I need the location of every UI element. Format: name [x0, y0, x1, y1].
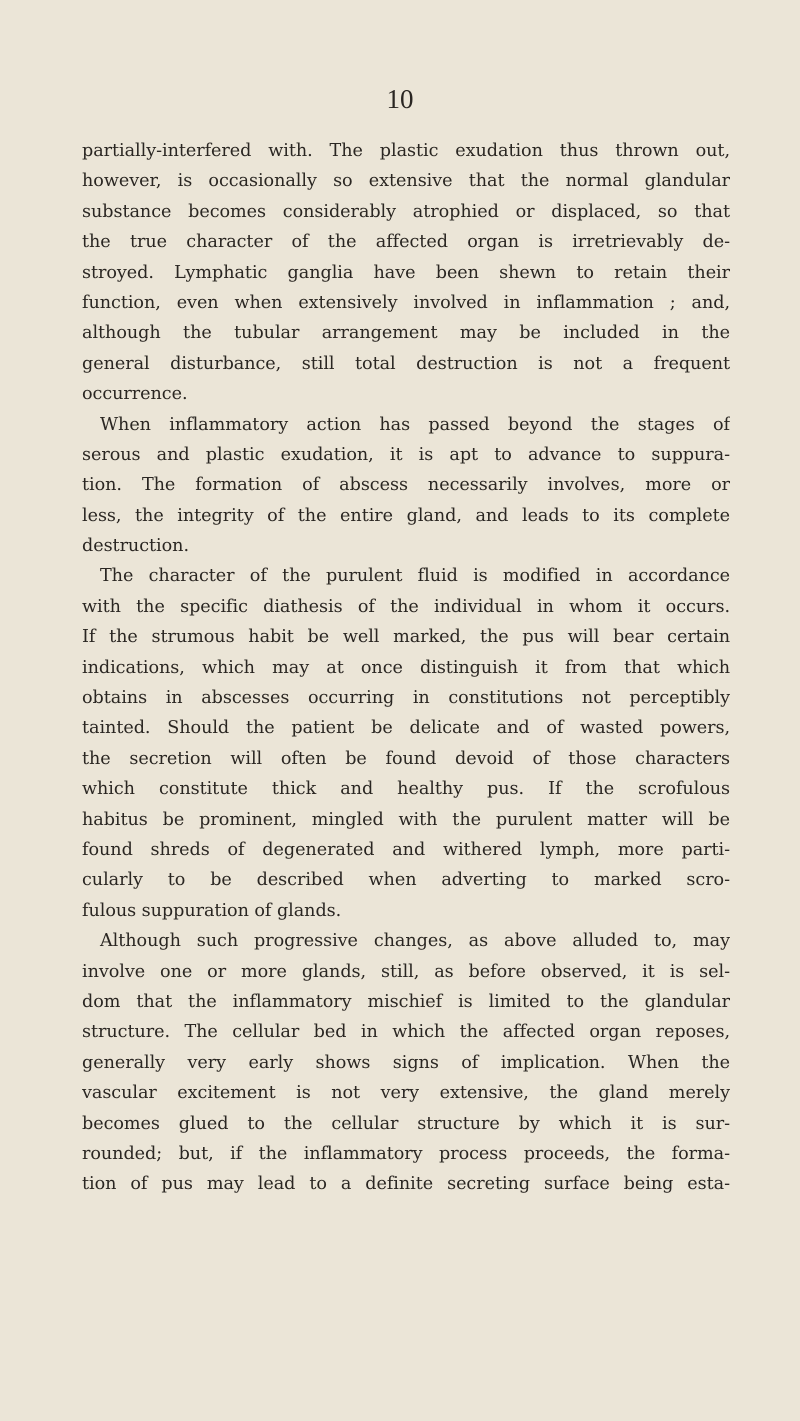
text-line: destruction. — [82, 536, 189, 557]
text-line: which constitute thick and healthy pus. If the scrofulous — [82, 779, 730, 800]
text-line: If the strumous habit be well marked, the pus will bear certain — [82, 627, 730, 648]
text-line: however, is occasionally so extensive that the normal glandular — [82, 171, 730, 192]
text-line: tion of pus may lead to a definite secreting surface being esta- — [82, 1174, 730, 1195]
text-line: general disturbance, still total destruction is not a frequent — [82, 353, 730, 374]
text-line: tainted. Should the patient be delicate and of wasted powers, — [82, 718, 730, 739]
text-line: rounded; but, if the inflammatory process proceeds, the forma- — [82, 1143, 730, 1164]
text-line: dom that the inflammatory mischief is limited to the glandular — [82, 991, 730, 1012]
text-line: habitus be prominent, mingled with the purulent matter will be — [82, 809, 730, 830]
text-line: the true character of the affected organ is irretrievably de- — [82, 232, 730, 253]
text-line: serous and plastic exudation, it is apt to advance to suppura- — [82, 444, 730, 465]
text-line: occurrence. — [82, 384, 188, 405]
text-line: The character of the purulent fluid is modified in accordance — [100, 566, 730, 587]
text-line: Although such progressive changes, as above alluded to, may — [100, 931, 730, 952]
body-text — [82, 136, 730, 1200]
text-line: tion. The formation of abscess necessarily involves, more or — [82, 475, 730, 496]
text-line: function, even when extensively involved in inflammation ; and, — [82, 292, 730, 313]
text-line: with the specific diathesis of the individual in whom it occurs. — [82, 596, 730, 617]
text-line: although the tubular arrangement may be included in the — [82, 323, 730, 344]
text-line: involve one or more glands, still, as before observed, it is sel- — [82, 961, 730, 982]
page-number: 10 — [386, 84, 414, 114]
text-line: partially-interfered with. The plastic exudation thus thrown out, — [82, 141, 730, 161]
text-line: less, the integrity of the entire gland, and leads to its complete — [82, 505, 730, 526]
text-line: cularly to be described when adverting to marked scro- — [82, 870, 730, 891]
text-line: generally very early shows signs of implication. When the — [82, 1052, 730, 1073]
text-line: substance becomes considerably atrophied or displaced, so that — [82, 201, 730, 222]
text-line: becomes glued to the cellular structure by which it is sur- — [82, 1113, 730, 1134]
text-line: the secretion will often be found devoid of those characters — [82, 748, 730, 769]
text-line: structure. The cellular bed in which the affected organ reposes, — [82, 1022, 730, 1043]
text-line: vascular excitement is not very extensive, the gland merely — [82, 1083, 730, 1104]
text-line: obtains in abscesses occurring in constitutions not perceptibly — [82, 688, 730, 709]
text-line: stroyed. Lymphatic ganglia have been shewn to retain their — [82, 262, 730, 283]
text-line: fulous suppuration of glands. — [82, 900, 342, 921]
text-line: When inflammatory action has passed beyond the stages of — [100, 414, 730, 435]
text-line: indications, which may at once distinguish it from that which — [82, 657, 730, 678]
text-line: found shreds of degenerated and withered lymph, more parti- — [82, 839, 730, 860]
